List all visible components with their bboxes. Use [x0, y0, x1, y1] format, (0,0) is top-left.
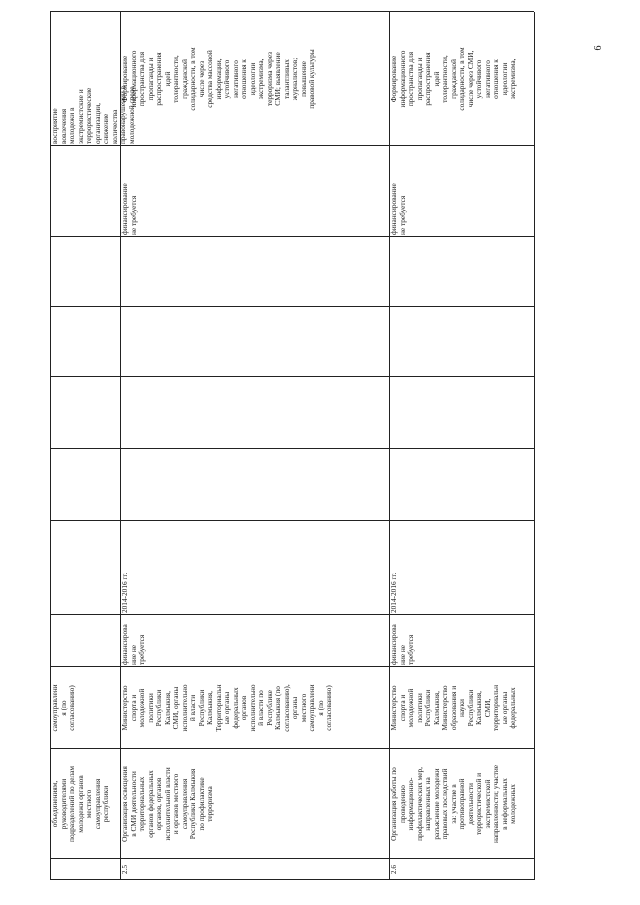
table-border-bottom [534, 12, 535, 880]
page-number: 6 [593, 45, 604, 51]
row-2-period: 2014-2016 гг. [389, 572, 398, 613]
row-0-result: восприятие вовлечения молодежи в экстремистские и террористические организации, снижение количества правонарушений в молодежной среде [50, 85, 136, 144]
column-divider [50, 306, 534, 307]
row-1-executors: Министерство спорта и молодежной политики Республики Калмыкия, СМИ, органы исполнительно й власти Республики Калмыкия, Территориальн ые органы федеральных органов исполнительно й власти по Республике Калмыкия (по согласованию), органы местного самоуправлени я (по согласованию) [120, 684, 333, 732]
row-1-note: финансирование не требуется [120, 183, 138, 235]
program-table [50, 12, 534, 880]
row-1-result: Формирование информационного пространства для пропаганды и распространения идей толерантности, гражданской солидарности, в том числе через средства массовой информации, устойчивого негативного отношения к идеологии экстремизма, терроризма через СМИ; выявление талантливых журналистов; повышение правовой культуры [120, 47, 316, 111]
column-divider [50, 448, 534, 449]
row-1-financing-source: финансирова ние не требуется [120, 624, 146, 665]
row-2-result: Формирование информационного пространства для пропаганды и распространения идей толерантности, гражданской солидарности, в том числе через СМИ, устойчивого негативного отношения к идеологии экстремизма, [389, 47, 517, 111]
column-divider [50, 376, 534, 377]
row-1-event: Организация освещения в СМИ деятельности территориальных органов федеральных органов, органов исполнительной власти и органов местного самоуправления Республики Калмыкия по профилактике терроризма [120, 766, 214, 842]
row-1-number: 2.5 [120, 864, 129, 875]
row-2-number: 2.6 [389, 864, 398, 875]
row-0-executors: самоуправлени я (по согласованию) [50, 684, 76, 732]
row-2-event: Организация работы по проведению информационно- профилактических мер, направленных на разъяснение молодежи правовых последствий за: участие в противоправной деятельности террористической и экстремистской направленности; участие в неформальных молодежных [389, 764, 517, 844]
row-2-financing-source: финансирова ние не требуется [389, 624, 415, 665]
row-2-note: финансирование не требуется [389, 183, 407, 235]
row-0-event: объединениям, руководителями подразделений по делам молодежи органов местного самоуправления республики [50, 766, 110, 842]
row-2-executors: Министерство спорта и молодежной политики Республики Калмыкия, Министерство образования и науки Республики Калмыкия, СМИ, территориальн ые органы федеральных [389, 684, 517, 732]
row-1-period: 2014-2016 гг. [120, 572, 129, 613]
rotated-page [50, 12, 534, 880]
